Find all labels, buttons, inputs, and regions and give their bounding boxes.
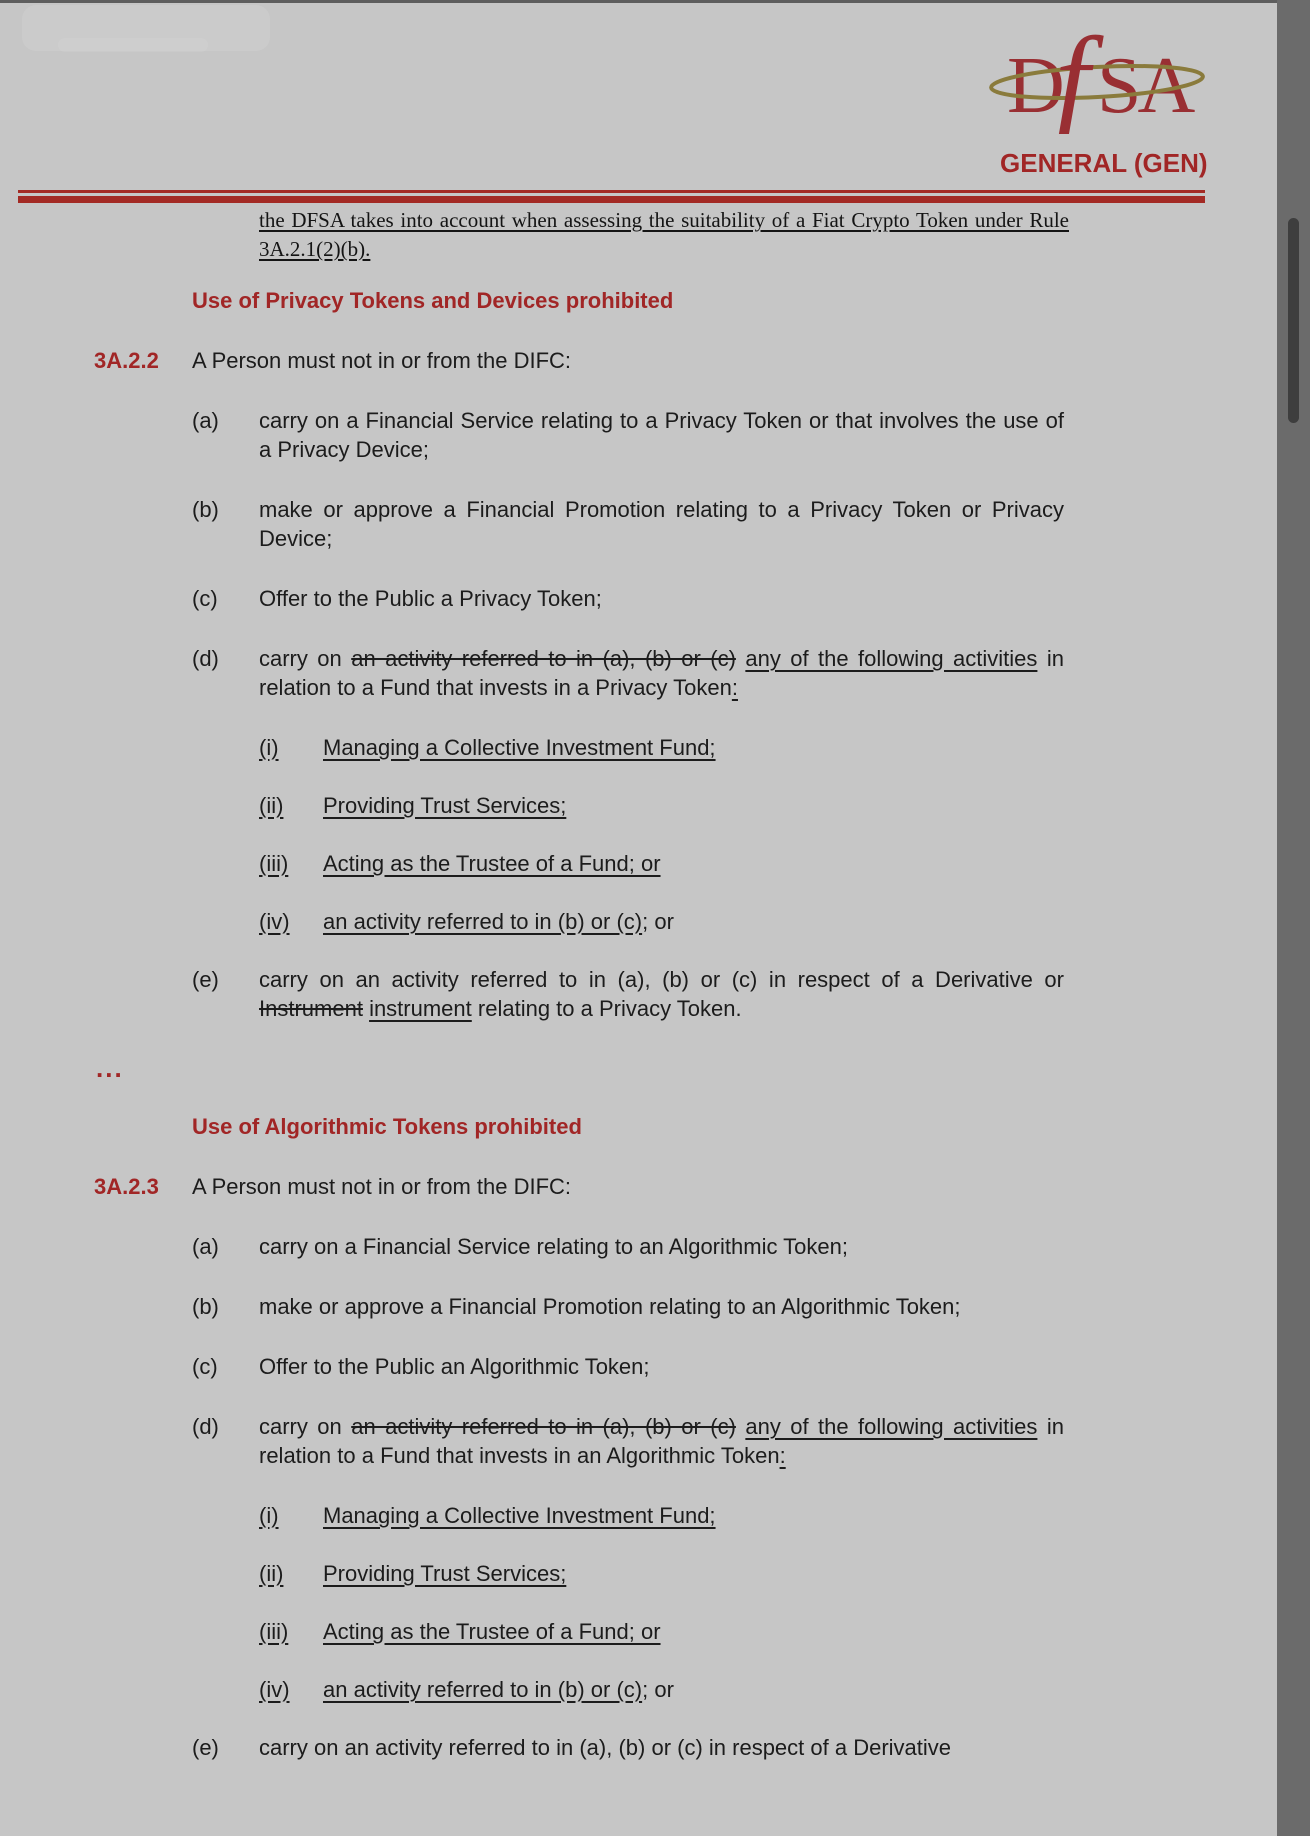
text-segment-n: make or approve a Financial Promotion relating to an Algorithmic Token; xyxy=(259,1294,961,1319)
sub-list-item xyxy=(259,733,1174,762)
list-item xyxy=(192,1412,1174,1470)
sub-item-text xyxy=(323,849,1174,878)
scrollbar-thumb[interactable] xyxy=(1288,218,1299,423)
text-segment-n: in relation to a Fund that invests in a Privacy Token xyxy=(259,646,1064,700)
rule-lead: A Person must not in or from the DIFC: xyxy=(192,348,572,373)
sub-item-label: (i) xyxy=(259,1503,279,1528)
text-segment-n: ; or xyxy=(642,1677,674,1702)
sub-item-label: (iv) xyxy=(259,909,290,934)
text-segment-u: the DFSA takes into account when assessing the suitability of a Fiat Crypto Token under Rule 3A.2.1(2)(b). xyxy=(259,208,1069,261)
text-segment-u: Managing a Collective Investment Fund; xyxy=(323,735,716,760)
item-label: (e) xyxy=(192,967,219,992)
text-segment-st: an activity referred to in (a), (b) or (c) xyxy=(351,646,736,671)
header-divider-rule xyxy=(18,190,1205,203)
item-text xyxy=(259,1232,1064,1261)
text-segment-u: Managing a Collective Investment Fund; xyxy=(323,1503,716,1528)
item-text xyxy=(259,1733,1064,1762)
text-segment-n: carry on a Financial Service relating to an Algorithmic Token; xyxy=(259,1234,848,1259)
text-segment-u: Acting as the Trustee of a Fund; or xyxy=(323,851,661,876)
text-segment-n: carry on an activity referred to in (a), (b) or (c) in respect of a Derivative or xyxy=(259,967,1064,992)
ghost-tab-shape-small xyxy=(58,38,208,52)
text-segment-st: an activity referred to in (a), (b) or (c) xyxy=(351,1414,736,1439)
list-item xyxy=(192,495,1174,553)
sub-item-text xyxy=(323,733,1174,762)
sub-list-item xyxy=(259,907,1174,936)
item-label: (b) xyxy=(192,1294,219,1319)
item-text xyxy=(259,495,1064,553)
sub-list-item xyxy=(259,1559,1174,1588)
sub-list-item xyxy=(259,1675,1174,1704)
text-segment-u: : xyxy=(731,675,738,700)
item-label: (d) xyxy=(192,1414,219,1439)
item-text xyxy=(259,1352,1064,1381)
logo-letter-d: D xyxy=(1007,42,1065,130)
text-segment-u: an activity referred to in (b) or (c) xyxy=(323,1677,643,1702)
section-heading: Use of Algorithmic Tokens prohibited xyxy=(192,1114,582,1139)
sub-list-item xyxy=(259,1617,1174,1646)
text-segment-u: Providing Trust Services; xyxy=(323,793,567,818)
text-segment-n: relating to a Privacy Token. xyxy=(471,996,742,1021)
rule-row xyxy=(94,346,1174,375)
sub-list-item xyxy=(259,791,1174,820)
module-title: GENERAL (GEN) xyxy=(1000,148,1208,178)
rule-number: 3A.2.3 xyxy=(94,1174,159,1199)
sub-item-text xyxy=(323,1559,1174,1588)
sub-item-label: (iii) xyxy=(259,851,289,876)
text-segment-u: Providing Trust Services; xyxy=(323,1561,567,1586)
rule-row xyxy=(94,1172,1174,1201)
text-segment-n xyxy=(736,646,745,671)
item-label: (d) xyxy=(192,646,219,671)
sub-item-label: (ii) xyxy=(259,1561,284,1586)
rule-lead: A Person must not in or from the DIFC: xyxy=(192,1174,572,1199)
text-segment-u: an activity referred to in (b) or (c) xyxy=(323,909,643,934)
text-segment-u: Acting as the Trustee of a Fund; or xyxy=(323,1619,661,1644)
list-item xyxy=(192,965,1174,1023)
logo-letters-sa: SA xyxy=(1097,42,1192,130)
sub-item-label: (iv) xyxy=(259,1677,290,1702)
sub-item-text xyxy=(323,1501,1174,1530)
text-segment-u: any of the following activities xyxy=(745,646,1038,671)
sub-list-item xyxy=(259,1501,1174,1530)
list-item xyxy=(192,644,1174,702)
sub-item-text xyxy=(323,791,1174,820)
item-label: (c) xyxy=(192,586,218,611)
text-segment-n: Offer to the Public a Privacy Token; xyxy=(259,586,602,611)
item-label: (e) xyxy=(192,1735,219,1760)
sub-item-text xyxy=(323,1675,1174,1704)
item-label: (a) xyxy=(192,408,219,433)
text-segment-n xyxy=(736,1414,745,1439)
intro-paragraph xyxy=(259,206,1069,264)
sub-list-item xyxy=(259,849,1174,878)
text-segment-u: instrument xyxy=(369,996,472,1021)
item-text xyxy=(259,965,1064,1023)
item-label: (a) xyxy=(192,1234,219,1259)
text-segment-n: carry on xyxy=(259,1414,352,1439)
text-segment-n: make or approve a Financial Promotion relating to a Privacy Token or Privacy Device; xyxy=(259,497,1064,551)
sub-item-label: (iii) xyxy=(259,1619,289,1644)
item-text xyxy=(259,1412,1064,1470)
list-item xyxy=(192,584,1174,613)
dfsa-logo-graphic xyxy=(985,26,1210,134)
document-body xyxy=(94,206,1174,1793)
viewer-top-edge xyxy=(0,0,1310,3)
text-segment-n: carry on a Financial Service relating to a Privacy Token or that involves the use of a Privacy Device; xyxy=(259,408,1064,462)
list-item xyxy=(192,406,1174,464)
sub-item-text xyxy=(323,907,1174,936)
list-item xyxy=(192,1733,1174,1762)
item-label: (b) xyxy=(192,497,219,522)
sub-item-text xyxy=(323,1617,1174,1646)
text-segment-u: any of the following activities xyxy=(745,1414,1038,1439)
item-text xyxy=(259,406,1064,464)
text-segment-n: carry on an activity referred to in (a), (b) or (c) in respect of a Derivative xyxy=(259,1735,952,1760)
sub-item-label: (ii) xyxy=(259,793,284,818)
item-label: (c) xyxy=(192,1354,218,1379)
section-heading: Use of Privacy Tokens and Devices prohibited xyxy=(192,288,674,313)
text-segment-n: ; or xyxy=(642,909,674,934)
logo-letter-f: f xyxy=(1055,26,1090,134)
rule-sections xyxy=(94,286,1174,1762)
text-segment-u: : xyxy=(779,1443,786,1468)
rule-number: 3A.2.2 xyxy=(94,348,159,373)
text-segment-n: Offer to the Public an Algorithmic Token; xyxy=(259,1354,650,1379)
item-text xyxy=(259,1292,1064,1321)
dfsa-logo xyxy=(985,26,1210,134)
item-text xyxy=(259,584,1064,613)
text-segment-st: Instrument xyxy=(259,996,363,1021)
list-item xyxy=(192,1292,1174,1321)
text-segment-n: in relation to a Fund that invests in an Algorithmic Token xyxy=(259,1414,1064,1468)
text-segment-n: carry on xyxy=(259,646,352,671)
list-item xyxy=(192,1232,1174,1261)
item-text xyxy=(259,644,1064,702)
list-item xyxy=(192,1352,1174,1381)
ellipsis-marker: ... xyxy=(96,1053,124,1083)
sub-item-label: (i) xyxy=(259,735,279,760)
